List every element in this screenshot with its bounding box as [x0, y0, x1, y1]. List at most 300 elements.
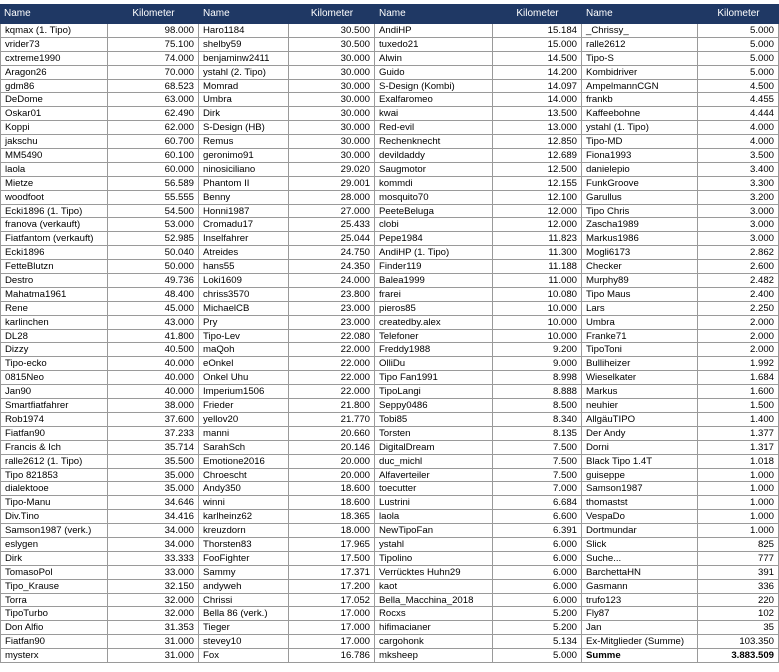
name-cell[interactable]: Phantom II [199, 177, 289, 191]
name-cell[interactable]: Seppy0486 [375, 399, 493, 413]
km-cell[interactable]: 40.500 [108, 343, 199, 357]
km-cell[interactable]: 34.000 [108, 524, 199, 538]
name-cell[interactable]: Tipo-S [582, 52, 698, 66]
km-cell[interactable]: 17.965 [289, 538, 375, 552]
km-cell[interactable]: 15.000 [493, 38, 582, 52]
km-cell[interactable]: 30.000 [289, 135, 375, 149]
name-cell[interactable]: Wieselkater [582, 371, 698, 385]
name-cell[interactable]: pieros85 [375, 302, 493, 316]
km-cell[interactable]: 35.500 [108, 455, 199, 469]
name-cell[interactable]: thomastst [582, 496, 698, 510]
name-cell[interactable]: Koppi [0, 121, 108, 135]
name-cell[interactable]: Lustrini [375, 496, 493, 510]
km-cell[interactable]: 13.500 [493, 107, 582, 121]
name-cell[interactable]: benjaminw2411 [199, 52, 289, 66]
km-cell[interactable]: 22.000 [289, 343, 375, 357]
name-cell[interactable]: Alfaverteiler [375, 469, 493, 483]
km-cell[interactable]: 45.000 [108, 302, 199, 316]
name-cell[interactable]: vrider73 [0, 38, 108, 52]
name-cell[interactable]: Rocxs [375, 607, 493, 621]
km-cell[interactable]: 2.600 [698, 260, 779, 274]
km-cell[interactable]: 63.000 [108, 93, 199, 107]
km-cell[interactable]: 30.500 [289, 24, 375, 38]
km-cell[interactable]: 68.523 [108, 80, 199, 94]
name-cell[interactable]: ystahl (2. Tipo) [199, 66, 289, 80]
col-header-name-1[interactable]: Name [4, 8, 31, 19]
km-cell[interactable]: 30.000 [289, 93, 375, 107]
name-cell[interactable]: Sammy [199, 566, 289, 580]
name-cell[interactable]: Tipo-Lev [199, 330, 289, 344]
km-cell[interactable]: 20.146 [289, 441, 375, 455]
name-cell[interactable]: ralle2612 [582, 38, 698, 52]
name-cell[interactable]: cxtreme1990 [0, 52, 108, 66]
km-cell[interactable]: 34.000 [108, 538, 199, 552]
km-cell[interactable]: 6.391 [493, 524, 582, 538]
km-cell[interactable]: 103.350 [698, 635, 779, 649]
name-cell[interactable]: Chroescht [199, 469, 289, 483]
name-cell[interactable]: MM5490 [0, 149, 108, 163]
name-cell[interactable]: Loki1609 [199, 274, 289, 288]
km-cell[interactable]: 10.000 [493, 302, 582, 316]
km-cell[interactable]: 30.000 [289, 66, 375, 80]
km-cell[interactable]: 6.000 [493, 538, 582, 552]
km-cell[interactable]: 24.750 [289, 246, 375, 260]
name-cell[interactable]: Chrissi [199, 594, 289, 608]
km-cell[interactable]: 12.155 [493, 177, 582, 191]
name-cell[interactable]: duc_michl [375, 455, 493, 469]
km-cell[interactable]: 23.800 [289, 288, 375, 302]
name-cell[interactable]: Jan [582, 621, 698, 635]
km-cell[interactable]: 24.350 [289, 260, 375, 274]
km-cell[interactable]: 27.000 [289, 205, 375, 219]
name-cell[interactable]: mysterx [0, 649, 108, 663]
km-cell[interactable]: 17.371 [289, 566, 375, 580]
name-cell[interactable]: TipoLangi [375, 385, 493, 399]
col-header-name-2[interactable]: Name [203, 8, 230, 19]
km-cell[interactable]: 14.200 [493, 66, 582, 80]
name-cell[interactable]: Dizzy [0, 343, 108, 357]
km-cell[interactable]: 5.000 [698, 52, 779, 66]
name-cell[interactable]: Markus1986 [582, 232, 698, 246]
name-cell[interactable]: Thorsten83 [199, 538, 289, 552]
km-cell[interactable]: 41.800 [108, 330, 199, 344]
name-cell[interactable]: Destro [0, 274, 108, 288]
name-cell[interactable]: Onkel Uhu [199, 371, 289, 385]
name-cell[interactable]: Guido [375, 66, 493, 80]
km-cell[interactable]: 38.000 [108, 399, 199, 413]
km-cell[interactable]: 12.000 [493, 205, 582, 219]
name-cell[interactable]: clobi [375, 218, 493, 232]
name-cell[interactable]: danielepio [582, 163, 698, 177]
km-cell[interactable]: 35.000 [108, 482, 199, 496]
name-cell[interactable]: Kaffeebohne [582, 107, 698, 121]
km-cell[interactable]: 12.100 [493, 191, 582, 205]
name-cell[interactable]: Suche... [582, 552, 698, 566]
km-cell[interactable]: 23.000 [289, 302, 375, 316]
name-cell[interactable]: dialektooe [0, 482, 108, 496]
name-cell[interactable]: ystahl [375, 538, 493, 552]
name-cell[interactable]: Balea1999 [375, 274, 493, 288]
km-cell[interactable]: 74.000 [108, 52, 199, 66]
name-cell[interactable]: Slick [582, 538, 698, 552]
km-cell[interactable]: 21.770 [289, 413, 375, 427]
name-cell[interactable]: Tipo-ecko [0, 357, 108, 371]
km-cell[interactable]: 2.000 [698, 330, 779, 344]
km-cell[interactable]: 12.689 [493, 149, 582, 163]
km-cell[interactable]: 54.500 [108, 205, 199, 219]
km-cell[interactable]: 60.000 [108, 163, 199, 177]
km-cell[interactable]: 11.000 [493, 274, 582, 288]
km-cell[interactable]: 40.000 [108, 371, 199, 385]
km-cell[interactable]: 22.000 [289, 357, 375, 371]
name-cell[interactable]: TipoToni [582, 343, 698, 357]
name-cell[interactable]: Tipo-Manu [0, 496, 108, 510]
km-cell[interactable]: 60.700 [108, 135, 199, 149]
km-cell[interactable]: 6.000 [493, 566, 582, 580]
name-cell[interactable]: Saugmotor [375, 163, 493, 177]
name-cell[interactable]: ninosiciliano [199, 163, 289, 177]
name-cell[interactable]: kreuzdorn [199, 524, 289, 538]
name-cell[interactable]: Cromadu17 [199, 218, 289, 232]
name-cell[interactable]: Tipo-MD [582, 135, 698, 149]
km-cell[interactable]: 62.000 [108, 121, 199, 135]
km-cell[interactable]: 40.000 [108, 385, 199, 399]
name-cell[interactable]: gdm86 [0, 80, 108, 94]
name-cell[interactable]: S-Design (Kombi) [375, 80, 493, 94]
km-cell[interactable]: 12.500 [493, 163, 582, 177]
name-cell[interactable]: Rechenknecht [375, 135, 493, 149]
col-header-km-1[interactable]: Kilometer [132, 8, 175, 19]
col-header-km-4[interactable]: Kilometer [717, 8, 760, 19]
km-cell[interactable]: 29.001 [289, 177, 375, 191]
name-cell[interactable]: Franke71 [582, 330, 698, 344]
km-cell[interactable]: 24.000 [289, 274, 375, 288]
km-cell[interactable]: 777 [698, 552, 779, 566]
km-cell[interactable]: 1.400 [698, 413, 779, 427]
km-cell[interactable]: 30.000 [289, 121, 375, 135]
name-cell[interactable]: ystahl (1. Tipo) [582, 121, 698, 135]
km-cell[interactable]: 1.500 [698, 399, 779, 413]
name-cell[interactable]: Tipo Chris [582, 205, 698, 219]
km-cell[interactable]: 25.433 [289, 218, 375, 232]
name-cell[interactable]: Alwin [375, 52, 493, 66]
col-header-km-2[interactable]: Kilometer [310, 8, 354, 19]
name-cell[interactable]: Dorni [582, 441, 698, 455]
km-cell[interactable]: 37.600 [108, 413, 199, 427]
name-cell[interactable]: Fiatfan90 [0, 427, 108, 441]
name-cell[interactable]: geronimo91 [199, 149, 289, 163]
name-cell[interactable]: laola [375, 510, 493, 524]
km-cell[interactable]: 4.000 [698, 121, 779, 135]
km-cell[interactable]: 29.020 [289, 163, 375, 177]
km-cell[interactable]: 8.888 [493, 385, 582, 399]
km-cell[interactable]: 31.000 [108, 635, 199, 649]
name-cell[interactable]: Mietze [0, 177, 108, 191]
km-cell[interactable]: 5.000 [698, 24, 779, 38]
name-cell[interactable]: Inselfahrer [199, 232, 289, 246]
km-cell[interactable]: 1.684 [698, 371, 779, 385]
name-cell[interactable]: PeeteBeluga [375, 205, 493, 219]
name-cell[interactable]: stevey10 [199, 635, 289, 649]
km-cell[interactable]: 6.000 [493, 552, 582, 566]
km-cell[interactable]: 4.455 [698, 93, 779, 107]
km-cell[interactable]: 62.490 [108, 107, 199, 121]
name-cell[interactable]: Emotione2016 [199, 455, 289, 469]
km-cell[interactable]: 14.000 [493, 93, 582, 107]
km-cell[interactable]: 2.000 [698, 316, 779, 330]
name-cell[interactable]: Jan90 [0, 385, 108, 399]
km-cell[interactable]: 22.000 [289, 371, 375, 385]
name-cell[interactable]: guiseppe [582, 469, 698, 483]
km-cell[interactable]: 20.000 [289, 455, 375, 469]
name-cell[interactable]: Mahatma1961 [0, 288, 108, 302]
km-cell[interactable]: 20.000 [289, 469, 375, 483]
km-cell[interactable]: 7.000 [493, 482, 582, 496]
km-cell[interactable]: 32.150 [108, 580, 199, 594]
km-cell[interactable]: 14.097 [493, 80, 582, 94]
name-cell[interactable]: frankb [582, 93, 698, 107]
km-cell[interactable]: 53.000 [108, 218, 199, 232]
name-cell[interactable]: Ecki1896 [0, 246, 108, 260]
name-cell[interactable]: yellov20 [199, 413, 289, 427]
km-cell[interactable]: 20.660 [289, 427, 375, 441]
name-cell[interactable]: winni [199, 496, 289, 510]
km-cell[interactable]: 2.482 [698, 274, 779, 288]
km-cell[interactable]: 4.500 [698, 80, 779, 94]
km-cell[interactable]: 12.850 [493, 135, 582, 149]
km-cell[interactable]: 2.000 [698, 343, 779, 357]
km-cell[interactable]: 25.044 [289, 232, 375, 246]
name-cell[interactable]: Oskar01 [0, 107, 108, 121]
name-cell[interactable]: VespaDo [582, 510, 698, 524]
name-cell[interactable]: Exalfaromeo [375, 93, 493, 107]
km-cell[interactable]: 8.998 [493, 371, 582, 385]
name-cell[interactable]: createdby.alex [375, 316, 493, 330]
name-cell[interactable]: Imperium1506 [199, 385, 289, 399]
km-cell[interactable]: 30.000 [289, 149, 375, 163]
name-cell[interactable]: Tipolino [375, 552, 493, 566]
name-cell[interactable]: Ex-Mitglieder (Summe) [582, 635, 698, 649]
name-cell[interactable]: Black Tipo 1.4T [582, 455, 698, 469]
km-cell[interactable]: 3.400 [698, 163, 779, 177]
name-cell[interactable]: Tipo Fan1991 [375, 371, 493, 385]
name-cell[interactable]: Kombidriver [582, 66, 698, 80]
name-cell[interactable]: Honni1987 [199, 205, 289, 219]
name-cell[interactable]: manni [199, 427, 289, 441]
name-cell[interactable]: Red-evil [375, 121, 493, 135]
name-cell[interactable]: Fox [199, 649, 289, 663]
km-cell[interactable]: 13.000 [493, 121, 582, 135]
km-cell[interactable]: 22.080 [289, 330, 375, 344]
name-cell[interactable]: tuxedo21 [375, 38, 493, 52]
name-cell[interactable]: AndiHP (1. Tipo) [375, 246, 493, 260]
km-cell[interactable]: 32.000 [108, 607, 199, 621]
name-cell[interactable]: BarchettaHN [582, 566, 698, 580]
name-cell[interactable]: toecutter [375, 482, 493, 496]
km-cell[interactable]: 18.600 [289, 482, 375, 496]
km-cell[interactable]: 50.040 [108, 246, 199, 260]
name-cell[interactable]: Verrücktes Huhn29 [375, 566, 493, 580]
name-cell[interactable]: kommdi [375, 177, 493, 191]
km-cell[interactable]: 17.200 [289, 580, 375, 594]
name-cell[interactable]: FetteBlutzn [0, 260, 108, 274]
name-cell[interactable]: OlliDu [375, 357, 493, 371]
name-cell[interactable]: Umbra [582, 316, 698, 330]
km-cell[interactable]: 30.500 [289, 38, 375, 52]
name-cell[interactable]: Telefoner [375, 330, 493, 344]
name-cell[interactable]: Div.Tino [0, 510, 108, 524]
km-cell[interactable]: 3.500 [698, 149, 779, 163]
km-cell[interactable]: 17.000 [289, 635, 375, 649]
km-cell[interactable]: 34.646 [108, 496, 199, 510]
km-cell[interactable]: 2.250 [698, 302, 779, 316]
km-cell[interactable]: 8.340 [493, 413, 582, 427]
km-cell[interactable]: 22.000 [289, 385, 375, 399]
name-cell[interactable]: Umbra [199, 93, 289, 107]
name-cell[interactable]: Dirk [0, 552, 108, 566]
km-cell[interactable]: 60.100 [108, 149, 199, 163]
km-cell[interactable]: 1.992 [698, 357, 779, 371]
name-cell[interactable]: Momrad [199, 80, 289, 94]
name-cell[interactable]: kqmax (1. Tipo) [0, 24, 108, 38]
name-cell[interactable]: Rob1974 [0, 413, 108, 427]
name-cell[interactable]: Samson1987 [582, 482, 698, 496]
name-cell[interactable]: kaot [375, 580, 493, 594]
km-cell[interactable]: 21.800 [289, 399, 375, 413]
name-cell[interactable]: Smartfiatfahrer [0, 399, 108, 413]
name-cell[interactable]: trufo123 [582, 594, 698, 608]
name-cell[interactable]: DL28 [0, 330, 108, 344]
name-cell[interactable]: andyweh [199, 580, 289, 594]
km-cell[interactable]: 75.100 [108, 38, 199, 52]
km-cell[interactable]: 8.135 [493, 427, 582, 441]
name-cell[interactable]: eslygen [0, 538, 108, 552]
km-cell[interactable]: 1.317 [698, 441, 779, 455]
km-cell[interactable]: 35 [698, 621, 779, 635]
km-cell[interactable]: 9.000 [493, 357, 582, 371]
name-cell[interactable]: Atreides [199, 246, 289, 260]
km-cell[interactable]: 4.000 [698, 135, 779, 149]
km-cell[interactable]: 17.000 [289, 621, 375, 635]
km-cell[interactable]: 15.184 [493, 24, 582, 38]
name-cell[interactable]: Andy350 [199, 482, 289, 496]
km-cell[interactable]: 30.000 [289, 52, 375, 66]
name-cell[interactable]: Pry [199, 316, 289, 330]
name-cell[interactable]: maQoh [199, 343, 289, 357]
name-cell[interactable]: Remus [199, 135, 289, 149]
km-cell[interactable]: 17.500 [289, 552, 375, 566]
km-cell[interactable]: 52.985 [108, 232, 199, 246]
name-cell[interactable]: jakschu [0, 135, 108, 149]
name-cell[interactable]: NewTipoFan [375, 524, 493, 538]
name-cell[interactable]: Haro1184 [199, 24, 289, 38]
name-cell[interactable]: Dortmundar [582, 524, 698, 538]
col-header-name-3[interactable]: Name [379, 8, 406, 19]
name-cell[interactable]: Rene [0, 302, 108, 316]
name-cell[interactable]: Francis & Ich [0, 441, 108, 455]
km-cell[interactable]: 5.000 [698, 38, 779, 52]
km-cell[interactable]: 43.000 [108, 316, 199, 330]
km-cell[interactable]: 3.000 [698, 218, 779, 232]
name-cell[interactable]: Finder119 [375, 260, 493, 274]
name-cell[interactable]: mksheep [375, 649, 493, 663]
name-cell[interactable]: Fiatfan90 [0, 635, 108, 649]
name-cell[interactable]: Don Alfio [0, 621, 108, 635]
km-cell[interactable]: 1.000 [698, 469, 779, 483]
km-cell[interactable]: 28.000 [289, 191, 375, 205]
km-cell[interactable]: 1.377 [698, 427, 779, 441]
col-header-name-4[interactable]: Name [586, 8, 613, 19]
km-cell[interactable]: 825 [698, 538, 779, 552]
km-cell[interactable]: 391 [698, 566, 779, 580]
name-cell[interactable]: FunkGroove [582, 177, 698, 191]
name-cell[interactable]: Samson1987 (verk.) [0, 524, 108, 538]
km-cell[interactable]: 12.000 [493, 218, 582, 232]
km-cell[interactable]: 11.300 [493, 246, 582, 260]
km-cell[interactable]: 33.000 [108, 566, 199, 580]
name-cell[interactable]: AllgäuTIPO [582, 413, 698, 427]
name-cell[interactable]: Fiona1993 [582, 149, 698, 163]
km-cell[interactable]: 30.000 [289, 107, 375, 121]
km-cell[interactable]: 50.000 [108, 260, 199, 274]
km-cell[interactable]: 102 [698, 607, 779, 621]
name-cell[interactable]: woodfoot [0, 191, 108, 205]
km-cell[interactable]: 70.000 [108, 66, 199, 80]
km-cell[interactable]: 35.714 [108, 441, 199, 455]
km-cell[interactable]: 1.000 [698, 524, 779, 538]
name-cell[interactable]: Ecki1896 (1. Tipo) [0, 205, 108, 219]
km-cell[interactable]: 10.000 [493, 316, 582, 330]
name-cell[interactable]: Torra [0, 594, 108, 608]
km-cell[interactable]: 55.555 [108, 191, 199, 205]
name-cell[interactable]: Pepe1984 [375, 232, 493, 246]
km-cell[interactable]: 18.600 [289, 496, 375, 510]
km-cell[interactable]: 4.444 [698, 107, 779, 121]
name-cell[interactable]: franova (verkauft) [0, 218, 108, 232]
km-cell[interactable]: 33.333 [108, 552, 199, 566]
name-cell[interactable]: ralle2612 (1. Tipo) [0, 455, 108, 469]
name-cell[interactable]: devildaddy [375, 149, 493, 163]
km-cell[interactable]: 16.786 [289, 649, 375, 663]
name-cell[interactable]: Summe [582, 649, 698, 663]
name-cell[interactable]: laola [0, 163, 108, 177]
name-cell[interactable]: Zascha1989 [582, 218, 698, 232]
name-cell[interactable]: Bella 86 (verk.) [199, 607, 289, 621]
name-cell[interactable]: Markus [582, 385, 698, 399]
km-cell[interactable]: 9.200 [493, 343, 582, 357]
name-cell[interactable]: TomasoPol [0, 566, 108, 580]
name-cell[interactable]: Tieger [199, 621, 289, 635]
name-cell[interactable]: Tipo_Krause [0, 580, 108, 594]
km-cell[interactable]: 3.000 [698, 232, 779, 246]
km-cell[interactable]: 3.200 [698, 191, 779, 205]
km-cell[interactable]: 1.000 [698, 510, 779, 524]
name-cell[interactable]: karlinchen [0, 316, 108, 330]
km-cell[interactable]: 5.000 [698, 66, 779, 80]
name-cell[interactable]: FooFighter [199, 552, 289, 566]
km-cell[interactable]: 1.000 [698, 496, 779, 510]
name-cell[interactable]: SarahSch [199, 441, 289, 455]
name-cell[interactable]: eOnkel [199, 357, 289, 371]
name-cell[interactable]: S-Design (HB) [199, 121, 289, 135]
name-cell[interactable]: cargohonk [375, 635, 493, 649]
km-cell[interactable]: 6.000 [493, 580, 582, 594]
name-cell[interactable]: AndiHP [375, 24, 493, 38]
name-cell[interactable]: Fly87 [582, 607, 698, 621]
km-cell[interactable]: 31.353 [108, 621, 199, 635]
name-cell[interactable]: chriss3570 [199, 288, 289, 302]
name-cell[interactable]: Gasmann [582, 580, 698, 594]
